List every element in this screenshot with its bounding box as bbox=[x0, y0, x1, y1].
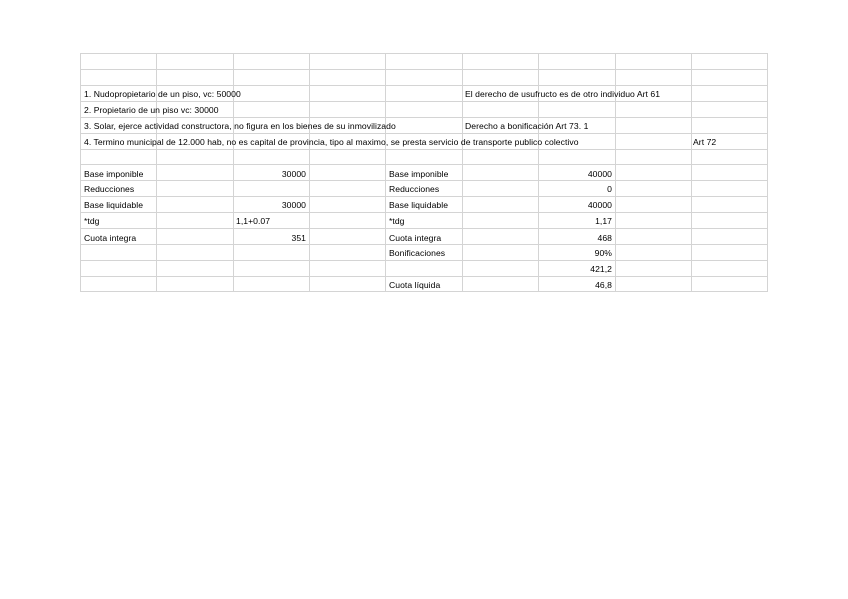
right-cuota-liquida-label[interactable]: Cuota líquida bbox=[389, 280, 441, 290]
right-subtotal-value[interactable]: 421,2 bbox=[590, 264, 612, 274]
left-cuota-integra-label[interactable]: Cuota integra bbox=[84, 233, 137, 243]
right-bonificaciones-label[interactable]: Bonificaciones bbox=[389, 248, 446, 258]
spreadsheet bbox=[80, 53, 768, 292]
right-reducciones-label[interactable]: Reducciones bbox=[389, 184, 440, 194]
statement-3[interactable]: 3. Solar, ejerce actividad constructora, no figura en los bienes de su inmovilizado bbox=[84, 121, 396, 131]
right-cuota-liquida-value[interactable]: 46,8 bbox=[595, 280, 612, 290]
statement-4-note[interactable]: Art 72 bbox=[693, 137, 717, 147]
right-reducciones-value[interactable]: 0 bbox=[607, 184, 612, 194]
right-tdg-value[interactable]: 1,17 bbox=[595, 216, 612, 226]
right-base-imponible-value[interactable]: 40000 bbox=[587, 169, 612, 179]
right-bonificaciones-value[interactable]: 90% bbox=[594, 248, 612, 258]
statement-2[interactable]: 2. Propietario de un piso vc: 30000 bbox=[84, 105, 219, 115]
statement-4[interactable]: 4. Termino municipal de 12.000 hab, no es capital de provincia, tipo al maximo, se presta servicio de transporte publico colectivo bbox=[84, 137, 579, 147]
left-base-liquidable-value[interactable]: 30000 bbox=[281, 200, 306, 210]
left-base-imponible-value[interactable]: 30000 bbox=[281, 169, 306, 179]
left-tdg-label[interactable]: *tdg bbox=[84, 216, 100, 226]
statement-1-note[interactable]: El derecho de usufructo es de otro individuo Art 61 bbox=[465, 89, 661, 99]
statement-1[interactable]: 1. Nudopropietario de un piso, vc: 50000 bbox=[84, 89, 241, 99]
left-tdg-value[interactable]: 1,1+0.07 bbox=[236, 216, 271, 226]
left-base-imponible-label[interactable]: Base imponible bbox=[84, 169, 144, 179]
right-cuota-integra-label[interactable]: Cuota integra bbox=[389, 233, 442, 243]
right-base-liquidable-label[interactable]: Base liquidable bbox=[389, 200, 449, 210]
statement-3-note[interactable]: Derecho a bonificación Art 73. 1 bbox=[465, 121, 589, 131]
right-base-imponible-label[interactable]: Base imponible bbox=[389, 169, 449, 179]
right-tdg-label[interactable]: *tdg bbox=[389, 216, 405, 226]
right-base-liquidable-value[interactable]: 40000 bbox=[587, 200, 612, 210]
left-base-liquidable-label[interactable]: Base liquidable bbox=[84, 200, 144, 210]
right-cuota-integra-value[interactable]: 468 bbox=[597, 233, 612, 243]
left-reducciones-label[interactable]: Reducciones bbox=[84, 184, 135, 194]
left-cuota-integra-value[interactable]: 351 bbox=[291, 233, 306, 243]
